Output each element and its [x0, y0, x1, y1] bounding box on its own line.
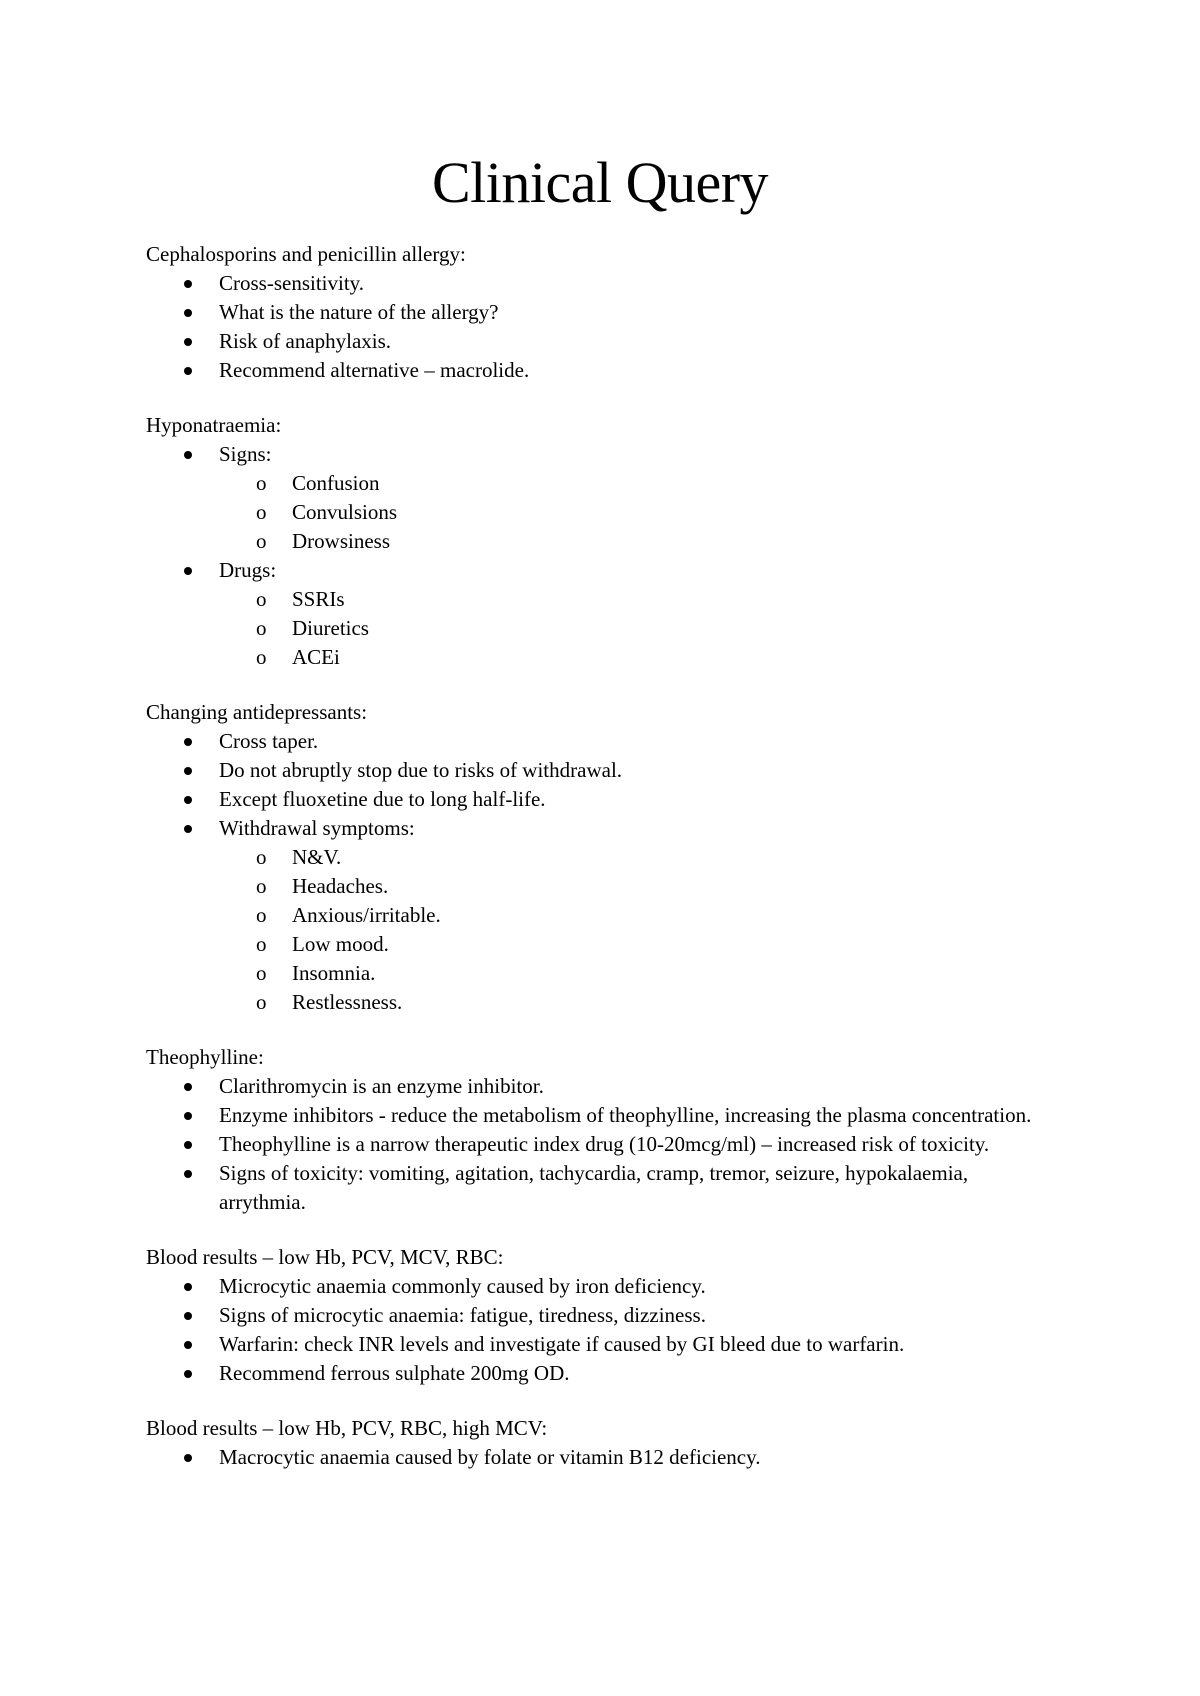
list-item	[146, 756, 1046, 785]
list-item-text: Signs of microcytic anaemia: fatigue, tiredness, dizziness.	[219, 1303, 706, 1327]
bullet-icon	[184, 796, 192, 804]
bullet-icon	[184, 1170, 192, 1178]
bullet-list	[146, 269, 1046, 385]
circle-bullet-icon: o	[256, 932, 267, 956]
bullet-icon	[184, 309, 192, 317]
list-item	[146, 440, 1046, 556]
section	[146, 1243, 1046, 1388]
circle-bullet-icon: o	[256, 471, 267, 495]
sub-list-item-text: ACEi	[292, 645, 340, 669]
bullet-icon	[184, 1454, 192, 1462]
sub-list-item-text: Diuretics	[292, 616, 369, 640]
sub-list	[146, 469, 1046, 556]
sub-list-item-text: Drowsiness	[292, 529, 390, 553]
list-item	[146, 1359, 1046, 1388]
sub-list-item-text: Low mood.	[292, 932, 389, 956]
bullet-icon	[184, 1312, 192, 1320]
section-heading: Blood results – low Hb, PCV, MCV, RBC:	[146, 1245, 504, 1269]
bullet-icon	[184, 367, 192, 375]
list-item	[146, 1159, 1046, 1217]
section	[146, 1414, 1046, 1472]
list-item-text: Signs:	[219, 442, 272, 466]
section-heading: Cephalosporins and penicillin allergy:	[146, 242, 466, 266]
list-item-text: What is the nature of the allergy?	[219, 300, 499, 324]
section-heading: Changing antidepressants:	[146, 700, 368, 724]
document-body	[146, 240, 1046, 1498]
page-title: Clinical Query	[431, 150, 769, 215]
bullet-list	[146, 1272, 1046, 1388]
sub-list-item-text: Anxious/irritable.	[292, 903, 441, 927]
section	[146, 698, 1046, 1017]
list-item	[146, 785, 1046, 814]
circle-bullet-icon: o	[256, 645, 267, 669]
list-item-text: Cross-sensitivity.	[219, 271, 365, 295]
list-item	[146, 814, 1046, 1017]
circle-bullet-icon: o	[256, 500, 267, 524]
list-item	[146, 327, 1046, 356]
bullet-icon	[184, 825, 192, 833]
section-heading: Hyponatraemia:	[146, 413, 282, 437]
sub-list-item-text: SSRIs	[292, 587, 345, 611]
list-item-text: Enzyme inhibitors - reduce the metabolism of theophylline, increasing the plasma concentration.	[219, 1103, 1032, 1127]
sub-list	[146, 843, 1046, 1017]
list-item	[146, 1301, 1046, 1330]
list-item-text: Drugs:	[219, 558, 277, 582]
sub-list-item-text: Restlessness.	[292, 990, 403, 1014]
circle-bullet-icon: o	[256, 903, 267, 927]
circle-bullet-icon: o	[256, 529, 267, 553]
list-item-text: Theophylline is a narrow therapeutic index drug (10-20mcg/ml) – increased risk of toxicity.	[219, 1132, 990, 1156]
list-item-text: Microcytic anaemia commonly caused by iron deficiency.	[219, 1274, 706, 1298]
bullet-list	[146, 1072, 1046, 1217]
list-item	[146, 1072, 1046, 1101]
circle-bullet-icon: o	[256, 616, 267, 640]
sub-list-item-text: Headaches.	[292, 874, 389, 898]
sub-list-item	[146, 872, 1046, 901]
sub-list-item	[146, 498, 1046, 527]
list-item	[146, 1330, 1046, 1359]
bullet-list	[146, 440, 1046, 672]
circle-bullet-icon: o	[256, 874, 267, 898]
sub-list-item-text: Convulsions	[292, 500, 398, 524]
list-item-text: Signs of toxicity: vomiting, agitation, tachycardia, cramp, tremor, seizure, hypokalaemia, arrythmia.	[219, 1161, 969, 1214]
bullet-icon	[184, 1083, 192, 1091]
list-item	[146, 356, 1046, 385]
sub-list-item	[146, 527, 1046, 556]
circle-bullet-icon: o	[256, 990, 267, 1014]
sub-list-item	[146, 614, 1046, 643]
sub-list-item	[146, 959, 1046, 988]
bullet-icon	[184, 738, 192, 746]
bullet-icon	[184, 1283, 192, 1291]
bullet-icon	[184, 1341, 192, 1349]
list-item	[146, 298, 1046, 327]
list-item-text: Clarithromycin is an enzyme inhibitor.	[219, 1074, 544, 1098]
sub-list-item-text: Confusion	[292, 471, 380, 495]
section	[146, 411, 1046, 672]
list-item-text: Do not abruptly stop due to risks of withdrawal.	[219, 758, 623, 782]
list-item	[146, 1272, 1046, 1301]
list-item-text: Risk of anaphylaxis.	[219, 329, 392, 353]
list-item-text: Recommend ferrous sulphate 200mg OD.	[219, 1361, 570, 1385]
sub-list-item-text: Insomnia.	[292, 961, 376, 985]
list-item	[146, 1443, 1046, 1472]
list-item	[146, 556, 1046, 672]
section	[146, 240, 1046, 385]
list-item-text: Except fluoxetine due to long half-life.	[219, 787, 546, 811]
list-item-text: Warfarin: check INR levels and investigate if caused by GI bleed due to warfarin.	[219, 1332, 905, 1356]
bullet-icon	[184, 280, 192, 288]
section-heading: Theophylline:	[146, 1045, 264, 1069]
list-item	[146, 269, 1046, 298]
list-item	[146, 1130, 1046, 1159]
sub-list-item	[146, 988, 1046, 1017]
section-heading: Blood results – low Hb, PCV, RBC, high MCV:	[146, 1416, 548, 1440]
bullet-icon	[184, 338, 192, 346]
list-item-text: Recommend alternative – macrolide.	[219, 358, 530, 382]
sub-list-item-text: N&V.	[292, 845, 342, 869]
bullet-icon	[184, 1370, 192, 1378]
section	[146, 1043, 1046, 1217]
list-item-text: Macrocytic anaemia caused by folate or vitamin B12 deficiency.	[219, 1445, 761, 1469]
bullet-list	[146, 1443, 1046, 1472]
bullet-icon	[184, 451, 192, 459]
sub-list-item	[146, 469, 1046, 498]
sub-list-item	[146, 843, 1046, 872]
list-item	[146, 1101, 1046, 1130]
bullet-icon	[184, 767, 192, 775]
circle-bullet-icon: o	[256, 587, 267, 611]
bullet-list	[146, 727, 1046, 1017]
list-item-text: Withdrawal symptoms:	[219, 816, 415, 840]
circle-bullet-icon: o	[256, 961, 267, 985]
bullet-icon	[184, 1141, 192, 1149]
circle-bullet-icon: o	[256, 845, 267, 869]
bullet-icon	[184, 1112, 192, 1120]
sub-list-item	[146, 643, 1046, 672]
sub-list-item	[146, 901, 1046, 930]
sub-list-item	[146, 585, 1046, 614]
sub-list-item	[146, 930, 1046, 959]
bullet-icon	[184, 567, 192, 575]
sub-list	[146, 585, 1046, 672]
list-item-text: Cross taper.	[219, 729, 319, 753]
list-item	[146, 727, 1046, 756]
